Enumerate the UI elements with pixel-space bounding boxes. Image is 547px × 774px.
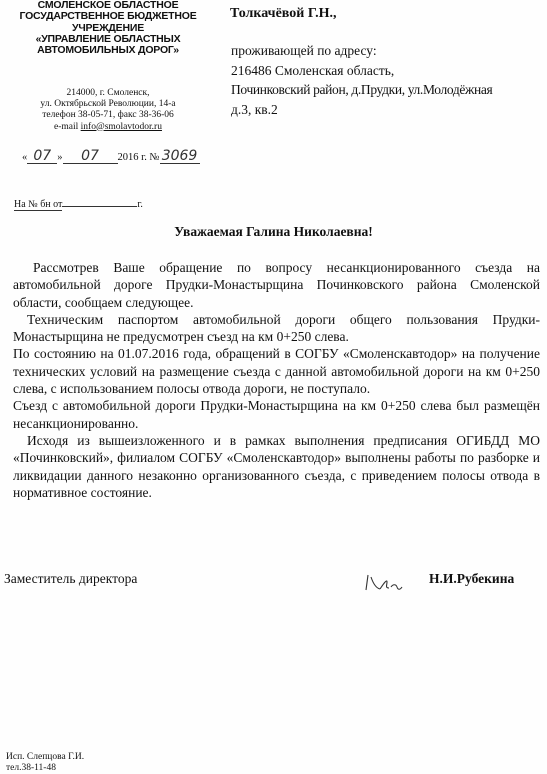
- signer-name: Н.И.Рубекина: [429, 571, 515, 586]
- executor-info: [6, 752, 84, 774]
- recipient-address-line: проживающей по адресу:: [231, 43, 377, 58]
- body-paragraph: Рассмотрев Ваше обращение по вопросу несанкционированного съезда на автомобильной дороге Прудки-Монастырщина Починковского района Смоленской области, сообщаем следующее.: [13, 260, 540, 310]
- email-prefix: e-mail: [54, 121, 79, 132]
- address-line: ул. Октябрьской Революции, 14-а: [40, 99, 176, 110]
- body-paragraph: Съезд с автомобильной дороги Прудки-Монастырщина на км 0+250 слева был размещён несанкционированно.: [13, 398, 540, 431]
- body-paragraph: По состоянию на 01.07.2016 года, обращений в СОГБУ «Смоленскавтодор» на получение технических условий на размещение съезда с данной автомобильной дороги на км 0+250 слева, с использованием полосы отвода дороги, не поступало.: [13, 346, 540, 397]
- sender-organization: [18, 0, 198, 56]
- address-line: телефон 38-05-71, факс 38-36-06: [42, 110, 174, 121]
- recipient-address-line: д.3, кв.2: [231, 101, 278, 117]
- reg-month: 07: [81, 148, 99, 164]
- recipient-name: Толкачёвой Г.Н.,: [230, 6, 337, 21]
- greeting: Уважаемая Галина Николаевна!: [174, 224, 373, 239]
- org-line: ГОСУДАРСТВЕННОЕ БЮДЖЕТНОЕ: [19, 10, 197, 23]
- body-paragraph: Исходя из вышеизложенного и в рамках выполнения предписания ОГИБДД МО «Починковский», филиалом СОГБУ «Смоленскавтодор» выполнены работы по разборке и ликвидации данного незаконно организованного съезда, с приведением полосы отвода в нормативное состояние.: [13, 432, 540, 500]
- reg-year: 2016 г. №: [117, 152, 160, 163]
- signer-position: Заместитель директора: [4, 571, 138, 586]
- on-reference-suffix: г.: [137, 199, 143, 210]
- body-paragraph: Техническим паспортом автомобильной дороги общего пользования Прудки-Монастырщина не предусмотрен съезд на км 0+250 слева.: [13, 311, 540, 345]
- recipient-address-line: Починковский район, д.Прудки, ул.Молодёжная: [231, 82, 493, 97]
- recipient-address: [231, 41, 547, 119]
- quote-open: «: [22, 152, 28, 163]
- registration-line: [22, 150, 200, 164]
- address-line: 214000, г. Смоленск,: [66, 88, 150, 98]
- email-link[interactable]: info@smolavtodor.ru: [80, 121, 162, 132]
- org-line: «УПРАВЛЕНИЕ ОБЛАСТНЫХ: [35, 32, 181, 45]
- handwritten-signature: [363, 570, 403, 594]
- sender-address: [18, 88, 198, 133]
- recipient-address-line: 216486 Смоленская область,: [231, 62, 395, 78]
- org-line: АВТОМОБИЛЬНЫХ ДОРОГ»: [37, 44, 179, 57]
- email-line: [18, 122, 198, 133]
- org-line: СМОЛЕНСКОЕ ОБЛАСТНОЕ: [37, 0, 179, 11]
- on-reference-line: [14, 195, 143, 211]
- executor-phone: тел.38-11-48: [6, 763, 56, 773]
- quote-close: »: [57, 152, 63, 163]
- reg-day: 07: [33, 148, 52, 164]
- org-line: УЧРЕЖДЕНИЕ: [71, 21, 145, 34]
- reg-number: 3069: [161, 148, 198, 164]
- executor-name: Исп. Слепцова Г.И.: [6, 752, 85, 762]
- letter-body: [13, 259, 540, 501]
- on-reference-prefix: На № бн от: [14, 199, 63, 210]
